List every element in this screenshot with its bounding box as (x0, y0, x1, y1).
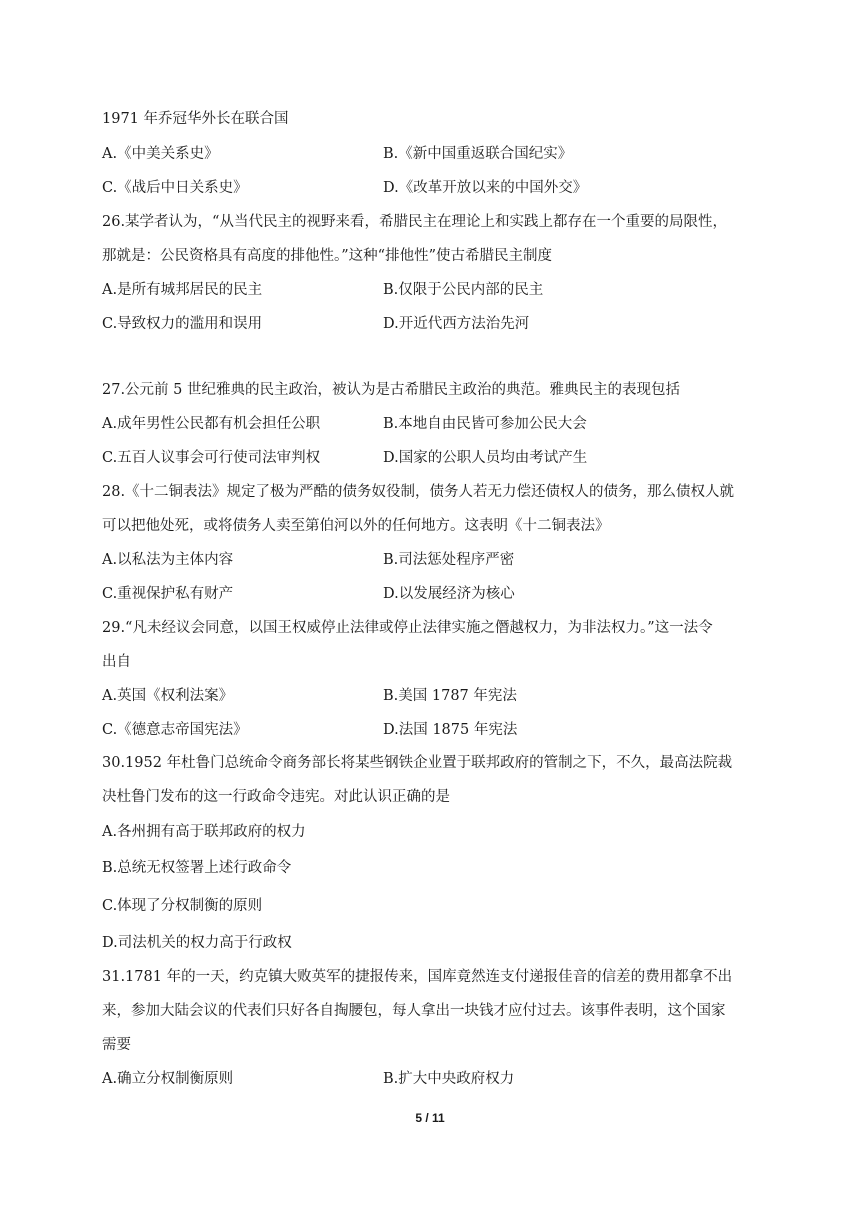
q29-option-d[interactable]: D.法国 1875 年宪法 (383, 722, 518, 738)
q25-option-b[interactable]: B.《新中国重返联合国纪实》 (383, 146, 573, 162)
q25-option-d[interactable]: D.《改革开放以来的中国外交》 (383, 180, 588, 196)
q29-stem-line2: 出自 (102, 654, 131, 670)
q26-stem-line2: 那就是：公民资格具有高度的排他性。”这种“排他性”使古希腊民主制度 (102, 248, 552, 264)
q30-option-a[interactable]: A.各州拥有高于联邦政府的权力 (102, 824, 306, 840)
q30-option-b[interactable]: B.总统无权签署上述行政命令 (102, 860, 292, 876)
q26-option-a[interactable]: A.是所有城邦居民的民主 (102, 282, 263, 298)
q27-option-d[interactable]: D.国家的公职人员均由考试产生 (383, 450, 588, 466)
q28-option-d[interactable]: D.以发展经济为核心 (383, 586, 515, 602)
q25-option-c[interactable]: C.《战后中日关系史》 (102, 180, 248, 196)
q29-option-b[interactable]: B.美国 1787 年宪法 (383, 688, 517, 704)
q31-option-b[interactable]: B.扩大中央政府权力 (383, 1071, 515, 1087)
q25-option-a[interactable]: A.《中美关系史》 (102, 146, 219, 162)
q31-option-a[interactable]: A.确立分权制衡原则 (102, 1071, 234, 1087)
q29-stem-line1: 29.“凡未经议会同意，以国王权威停止法律或停止法律实施之僭越权力，为非法权力。”这一法令 (102, 620, 713, 636)
q26-stem-line1: 26.某学者认为，“从当代民主的视野来看，希腊民主在理论上和实践上都存在一个重要的局限性， (102, 214, 727, 230)
q31-stem-line3: 需要 (102, 1037, 131, 1053)
q26-option-b[interactable]: B.仅限于公民内部的民主 (383, 282, 544, 298)
q28-stem-line1: 28.《十二铜表法》规定了极为严酷的债务奴役制，债务人若无力偿还债权人的债务，那么债权人就 (102, 484, 735, 500)
q31-stem-line1: 31.1781 年的一天，约克镇大败英军的捷报传来，国库竟然连支付递报佳音的信差的费用都拿不出 (102, 969, 733, 985)
q30-option-c[interactable]: C.体现了分权制衡的原则 (102, 898, 263, 914)
q30-stem-line2: 决杜鲁门发布的这一行政命令违宪。对此认识正确的是 (102, 789, 450, 805)
q25-stem-tail: 1971 年乔冠华外长在联合国 (102, 111, 289, 127)
q27-stem-line1: 27.公元前 5 世纪雅典的民主政治，被认为是古希腊民主政治的典范。雅典民主的表现包括 (102, 382, 680, 398)
q27-option-a[interactable]: A.成年男性公民都有机会担任公职 (102, 416, 321, 432)
q29-option-c[interactable]: C.《德意志帝国宪法》 (102, 722, 248, 738)
q28-stem-line2: 可以把他处死，或将债务人卖至第伯河以外的任何地方。这表明《十二铜表法》 (102, 518, 610, 534)
q31-stem-line2: 来，参加大陆会议的代表们只好各自掏腰包，每人拿出一块钱才应付过去。该事件表明，这个国家 (102, 1003, 726, 1019)
q30-option-d[interactable]: D.司法机关的权力高于行政权 (102, 935, 292, 951)
q28-option-b[interactable]: B.司法惩处程序严密 (383, 552, 515, 568)
q28-option-a[interactable]: A.以私法为主体内容 (102, 552, 234, 568)
q30-stem-line1: 30.1952 年杜鲁门总统命令商务部长将某些钢铁企业置于联邦政府的管制之下，不久，最高法院裁 (102, 755, 733, 771)
q28-option-c[interactable]: C.重视保护私有财产 (102, 586, 234, 602)
q26-option-c[interactable]: C.导致权力的滥用和误用 (102, 316, 263, 332)
q27-option-c[interactable]: C.五百人议事会可行使司法审判权 (102, 450, 321, 466)
q26-option-d[interactable]: D.开近代西方法治先河 (383, 316, 530, 332)
q29-option-a[interactable]: A.英国《权利法案》 (102, 688, 234, 704)
page-number: 5 / 11 (415, 1111, 445, 1125)
q27-option-b[interactable]: B.本地自由民皆可参加公民大会 (383, 416, 587, 432)
